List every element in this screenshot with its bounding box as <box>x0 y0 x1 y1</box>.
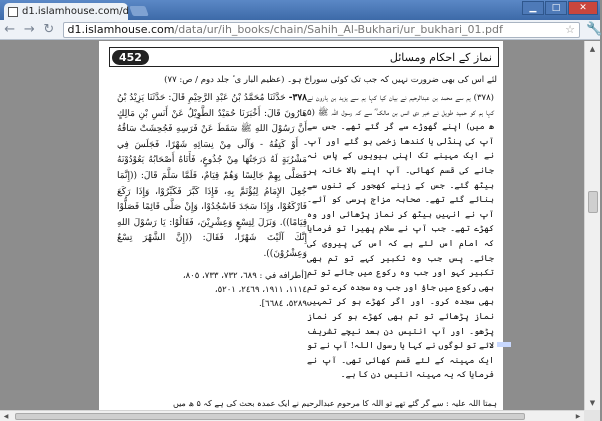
page-icon <box>8 7 18 17</box>
arabic-text: حَدَّثَنَا مُحَمَّدُ بْنُ عَبْدِ الرَّحِيْمِ قَالَ: حَدَّثَنَا يَزِيْدُ بْنُ هَارُونَ قَالَ: أَخْبَرَنَا حُمَيْدٌ الطَّوِيْلُ عَنْ أَنَسِ بْنِ مَالِكٍ أَنَّ رَسُوْلَ اللهِ ﷺ سَقَطَ عَنْ فَرَسِهِ فَجُحِشَتْ سَاقُهُ - أَوْ كَتِفُهُ - وَآلَى مِنْ نِسَائِهِ شَهْرًا، فَجَلَسَ فِي مَشْرُبَةٍ لَهُ دَرَجَتُهَا مِنْ جُذُوعٍ، فَأَتَاهُ أَصْحَابُهُ يَعُوْدُوْنَهُ فَصَلَّى بِهِمْ جَالِسًا وَهُمْ قِيَامٌ، فَلَمَّا سَلَّمَ قَالَ: ((إِنَّمَا جُعِلَ الإِمَامُ لِيُؤْتَمَّ بِهِ، فَإِذَا كَبَّرَ فَكَبِّرُوْا، وَإِذَا رَكَعَ فَارْكَعُوْا، وَإِذَا سَجَدَ فَاسْجُدُوْا، وَإِنْ صَلَّى قَائِمًا فَصَلُّوْا قِيَامًا)). وَنَزَلَ لِتِسْعٍ وَعِشْرِيْنَ، فَقَالُوْا: يَا رَسُوْلَ اللهِ إِنَّكَ آلَيْتَ شَهْرًا، فَقَالَ: ((إِنَّ الشَّهْرَ تِسْعٌ وَعِشْرُوْنَ)). <box>117 93 307 259</box>
window-controls <box>521 1 598 15</box>
tab-strip <box>0 0 600 20</box>
hadith-number: ٣٧٨- <box>288 93 307 103</box>
minimize-icon[interactable]: ▁ <box>522 1 544 15</box>
address-bar[interactable] <box>63 22 580 38</box>
arabic-column <box>111 91 307 401</box>
urdu-column: (۳۷۸) ہم سے محمد بن عبدالرحیم نے بیان کیا کہا ہم سے یزید بن ہارون نے کہا ہم کو حمید طویل نے خبر دی انس بن مالک ؓ سے کہ رسول اللہ ﷺ (۵ ھ میں) اپنے گھوڑے سے گر گئے تھے۔ جس سے آپ کی پنڈلی یا کندھا زخمی ہو گئے اور آپ نے ایک مہینے تک اپنی بیویوں کے پاس نہ جانے کی قسم کھائی۔ آپ اپنے بالا خانہ پر بیٹھ گئے۔ جس کے زینے کھجور کے تنوں سے بنائے گئے تھے۔ صحابہ مزاج پرسی کو آئے۔ آپ نے انہیں بیٹھ کر نماز پڑھائی اور وہ کھڑے تھے۔ جب آپ نے سلام پھیرا تو فرمایا کہ امام اس لئے ہے کہ اس کی پیروی کی جائے۔ پس جب وہ تکبیر کہے تو تم بھی تکبیر کہو اور جب وہ رکوع میں جائے تو تم بھی رکوع میں جاؤ اور جب وہ سجدہ کرے تو تم بھی سجدہ کرو۔ اور اگر کھڑے ہو کر تمہیں نماز پڑھائے تو تم بھی کھڑے ہو کر نماز پڑھو۔ اور آپ انتیس دن بعد نیچے تشریف لائے تو لوگوں نے کہا یا رسول اللہ! آپ نے تو ایک مہینہ کے لئے قسم کھائی تھی۔ آپ نے فرمایا کہ یہ مہینہ انتیس دن کا ہے۔ <box>307 93 494 381</box>
close-window-icon[interactable]: ✕ <box>568 1 598 15</box>
arrow-left-icon[interactable]: ← <box>4 22 16 37</box>
pdf-viewer <box>0 41 600 410</box>
url-domain: d1.islamhouse.com <box>67 23 175 36</box>
vertical-scroll-thumb[interactable] <box>588 191 598 213</box>
arrow-right-icon[interactable]: → <box>23 22 35 37</box>
chapter-title: نماز کے احکام ومسائل <box>389 50 492 64</box>
scroll-down-icon[interactable]: ▼ <box>589 398 596 407</box>
refs-line-1: ٦٨٩، ٧٣٢، ٧٣٣، ٨٠٥، <box>182 270 257 281</box>
scrollbar-corner <box>584 410 600 421</box>
vertical-scrollbar[interactable] <box>584 41 600 410</box>
hadith-references <box>117 269 307 311</box>
scroll-right-icon[interactable]: ▶ <box>575 412 581 420</box>
horizontal-scroll-thumb[interactable] <box>15 413 525 420</box>
wrench-icon[interactable]: 🔧 <box>586 22 602 37</box>
star-icon[interactable]: ☆ <box>565 23 575 36</box>
page-header <box>109 47 499 67</box>
text-columns <box>111 91 497 401</box>
reload-icon[interactable]: ↻ <box>43 22 55 37</box>
pdf-page <box>99 41 503 410</box>
selection-highlight <box>497 342 511 347</box>
browser-tab[interactable] <box>4 3 128 20</box>
browser-toolbar <box>0 20 600 40</box>
intro-line: لئے اس کی بھی ضرورت نہیں کہ جب تک کوئی سوراخ ہو۔ (عظیم البار ی ٔ جلد دوم / ص: ۷۷) <box>164 75 497 85</box>
new-tab-button[interactable] <box>129 6 149 16</box>
maximize-icon[interactable]: □ <box>545 1 567 15</box>
scroll-up-icon[interactable]: ▲ <box>589 44 596 53</box>
url-path: /data/ur/ih_books/chain/Sahih_Al-Bukhari/ur_bukhari_01.pdf <box>174 23 503 36</box>
refs-label: [أطرافه في : <box>259 270 307 281</box>
refs-line-2: ١١١٤، ١٩١١، ٢٤٦٩، ٥٢٠١، <box>214 284 307 295</box>
scroll-left-icon[interactable]: ◀ <box>3 412 9 420</box>
page-number: 452 <box>112 50 149 65</box>
horizontal-scrollbar[interactable] <box>0 410 584 421</box>
refs-line-3: ٥٢٨٩، ٦٦٨٤]. <box>258 298 307 309</box>
footnote: ہمتا اللہ علیہ : سے گر گئے تھے تو اللہ کا مرحوم عبدالرحیم نے ایک عمدہ بحث کی ہے کہ ۵ ھ میں <box>172 399 497 408</box>
tab-title: d1.islamhouse.com/d <box>22 6 129 17</box>
